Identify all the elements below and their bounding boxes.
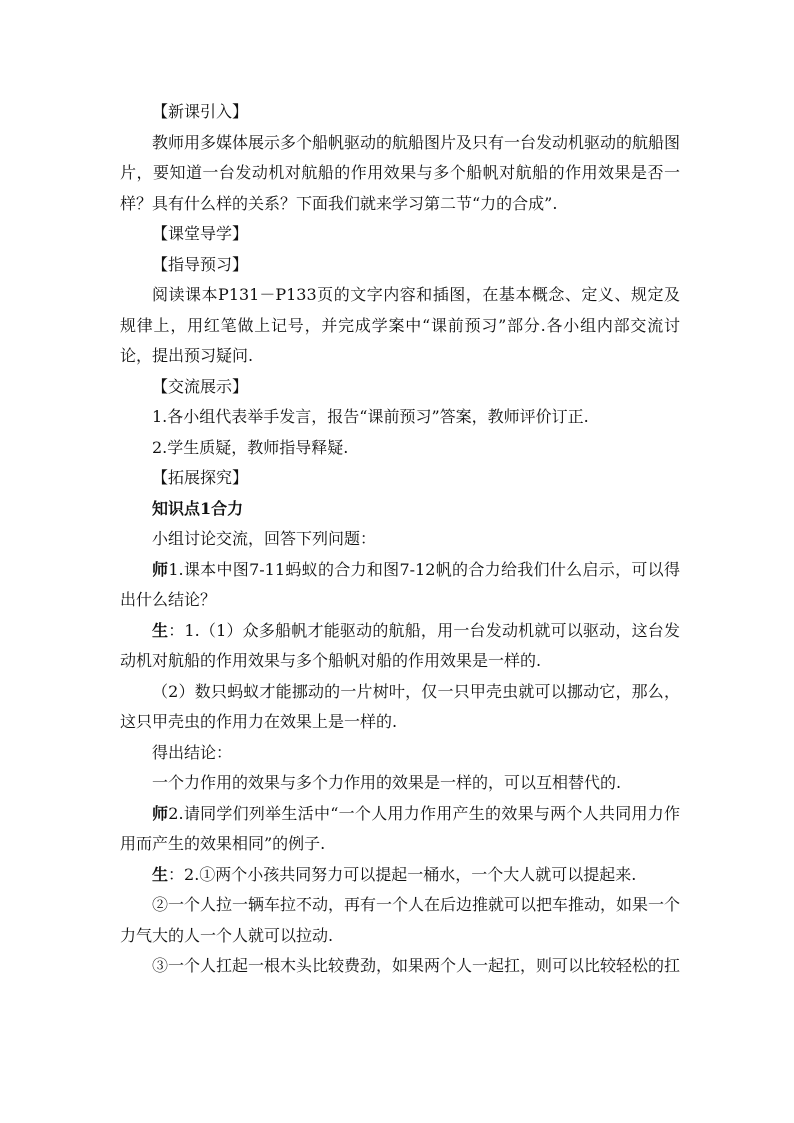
student-answer-2 <box>120 860 680 891</box>
knowledge-point-title: 知识点1合力 <box>152 498 244 518</box>
heading-new-lesson: 【新课引入】 <box>152 102 249 121</box>
student-answer-1 <box>120 616 680 677</box>
exchange-item-1: 1.各小组代表举手发言，报告“课前预习”答案，教师评价订正. <box>152 407 589 426</box>
teacher-label: 师 <box>152 803 169 823</box>
conclusion-text: 一个力作用的效果与多个力作用的效果是一样的，可以互相替代的. <box>152 773 622 792</box>
student-answer-2-text: ：2.①两个小孩共同努力可以提起一桶水，一个大人就可以提起来. <box>168 864 637 884</box>
student-label: 生 <box>152 864 169 884</box>
heading-exchange-display: 【交流展示】 <box>152 376 249 396</box>
teacher-question-2 <box>120 799 680 860</box>
heading-classroom-guide: 【课堂导学】 <box>152 224 249 243</box>
exchange-item-2: 2.学生质疑，教师指导释疑. <box>152 437 349 457</box>
student-answer-2-example-2: ②一个人拉一辆车拉不动，再有一个人在后边推就可以把车推动，如果一个力气大的人一个人就可以拉动. <box>120 895 681 945</box>
student-answer-1-part-2: （2）数只蚂蚁才能挪动的一片树叶，仅一只甲壳虫就可以挪动它，那么，这只甲壳虫的作用力在效果上是一样的. <box>120 681 680 731</box>
teacher-label: 师 <box>152 559 169 579</box>
paragraph-new-lesson: 教师用多媒体展示多个船帆驱动的航船图片及只有一台发动机驱动的航船图片，要知道一台发动机对航船的作用效果与多个船帆对航船的作用效果是否一样？具有什么样的关系？下面我们就来学习第二节“力的合成”. <box>120 132 681 213</box>
group-discussion-intro: 小组讨论交流，回答下列问题： <box>152 529 377 548</box>
teacher-question-1 <box>120 555 680 616</box>
teacher-question-2-text: 2.请同学们列举生活中“一个人用力作用产生的效果与两个人共同用力作用而产生的效果相同”的例子. <box>120 803 680 853</box>
document-page <box>120 97 680 982</box>
student-answer-2-example-3: ③一个人扛起一根木头比较费劲，如果两个人一起扛，则可以比较轻松的扛 <box>152 956 681 975</box>
heading-extended-inquiry: 【拓展探究】 <box>152 468 249 487</box>
student-label: 生 <box>152 620 169 640</box>
heading-preview-guide: 【指导预习】 <box>152 254 249 274</box>
paragraph-preview-guide: 阅读课本P131－P133页的文字内容和插图，在基本概念、定义、规定及规律上，用红笔做上记号，并完成学案中“课前预习”部分.各小组内部交流讨论，提出预习疑问. <box>120 285 680 365</box>
student-answer-1-text: ：1.（1）众多船帆才能驱动的航船，用一台发动机就可以驱动，这台发动机对航船的作用效果与多个船帆对船的作用效果是一样的. <box>120 620 680 670</box>
conclusion-label: 得出结论： <box>152 742 233 762</box>
teacher-question-1-text: 1.课本中图7-11蚂蚁的合力和图7-12帆的合力给我们什么启示，可以得出什么结论？ <box>120 559 680 609</box>
